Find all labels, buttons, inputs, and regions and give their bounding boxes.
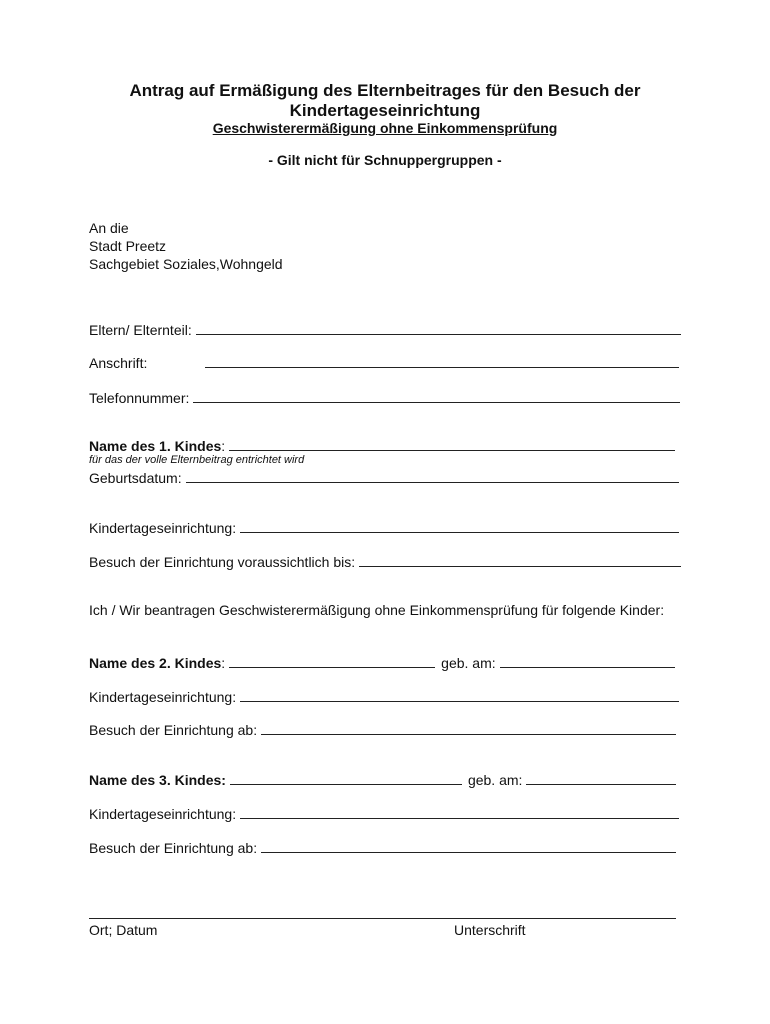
child3-born-input-line[interactable] [526,770,676,785]
child2-name-input-line[interactable] [229,653,435,668]
form-subtitle: Geschwisterermäßigung ohne Einkommensprüfung [212,120,558,136]
recipient-line1: An die [89,220,129,236]
address-field [89,351,679,371]
recipient-line3: Sachgebiet Soziales,Wohngeld [89,256,283,272]
child3-name-label: Name des 3. Kindes: [89,772,226,788]
child1-birthdate-label: Geburtsdatum: [89,470,182,486]
phone-input-line[interactable] [193,388,680,403]
child1-hint: für das der volle Elternbeitrag entrichtet wird [89,454,305,466]
child1-birthdate-field [89,466,679,486]
request-text: Ich / Wir beantragen Geschwisterermäßigung ohne Einkommensprüfung für folgende Kinder: [89,602,665,618]
child3-facility-label: Kindertageseinrichtung: [89,806,237,822]
signature-line[interactable] [89,918,676,919]
child2-facility-field [89,685,679,705]
child2-facility-input-line[interactable] [240,687,679,702]
child1-name-input-line[interactable] [229,436,675,451]
child2-attendance-label: Besuch der Einrichtung ab: [89,722,258,738]
child2-born-input-line[interactable] [500,653,675,668]
child1-birthdate-input-line[interactable] [186,468,679,483]
child3-facility-field [89,802,679,822]
child3-attendance-field [89,836,676,856]
phone-field [89,386,680,406]
child3-facility-input-line[interactable] [240,804,679,819]
form-title-line2: Kindertageseinrichtung [289,101,481,120]
address-label: Anschrift: [89,355,148,371]
child2-attendance-input-line[interactable] [261,720,676,735]
child2-attendance-field [89,718,676,738]
parents-field [89,318,681,338]
child1-facility-label: Kindertageseinrichtung: [89,520,237,536]
recipient-line2: Stadt Preetz [89,238,167,254]
address-input-line[interactable] [205,353,679,368]
child1-name-field [89,434,675,454]
parents-label: Eltern/ Elternteil: [89,322,192,338]
child3-born-label: geb. am: [467,772,523,788]
child2-facility-label: Kindertageseinrichtung: [89,689,237,705]
child3-attendance-label: Besuch der Einrichtung ab: [89,840,258,856]
form-note: - Gilt nicht für Schnuppergruppen - [268,152,502,168]
child1-attendance-input-line[interactable] [359,552,681,567]
child3-name-input-line[interactable] [230,770,462,785]
child1-name-label: Name des 1. Kindes [89,438,222,454]
child1-attendance-field [89,550,681,570]
phone-label: Telefonnummer: [89,390,190,406]
child1-name-colon: : [221,438,226,454]
child2-name-field [89,651,675,671]
child2-name-colon: : [221,655,226,671]
place-date-label: Ort; Datum [89,922,158,938]
parents-input-line[interactable] [196,320,681,335]
child3-name-field [89,768,676,788]
signature-label: Unterschrift [454,922,526,938]
child3-attendance-input-line[interactable] [261,838,676,853]
form-title-line1: Antrag auf Ermäßigung des Elternbeitrages für den Besuch der [129,81,641,100]
child1-facility-field [89,516,679,536]
child2-born-label: geb. am: [441,655,496,671]
child2-name-label: Name des 2. Kindes [89,655,222,671]
child1-facility-input-line[interactable] [240,518,679,533]
child1-attendance-label: Besuch der Einrichtung voraussichtlich bis: [89,554,356,570]
